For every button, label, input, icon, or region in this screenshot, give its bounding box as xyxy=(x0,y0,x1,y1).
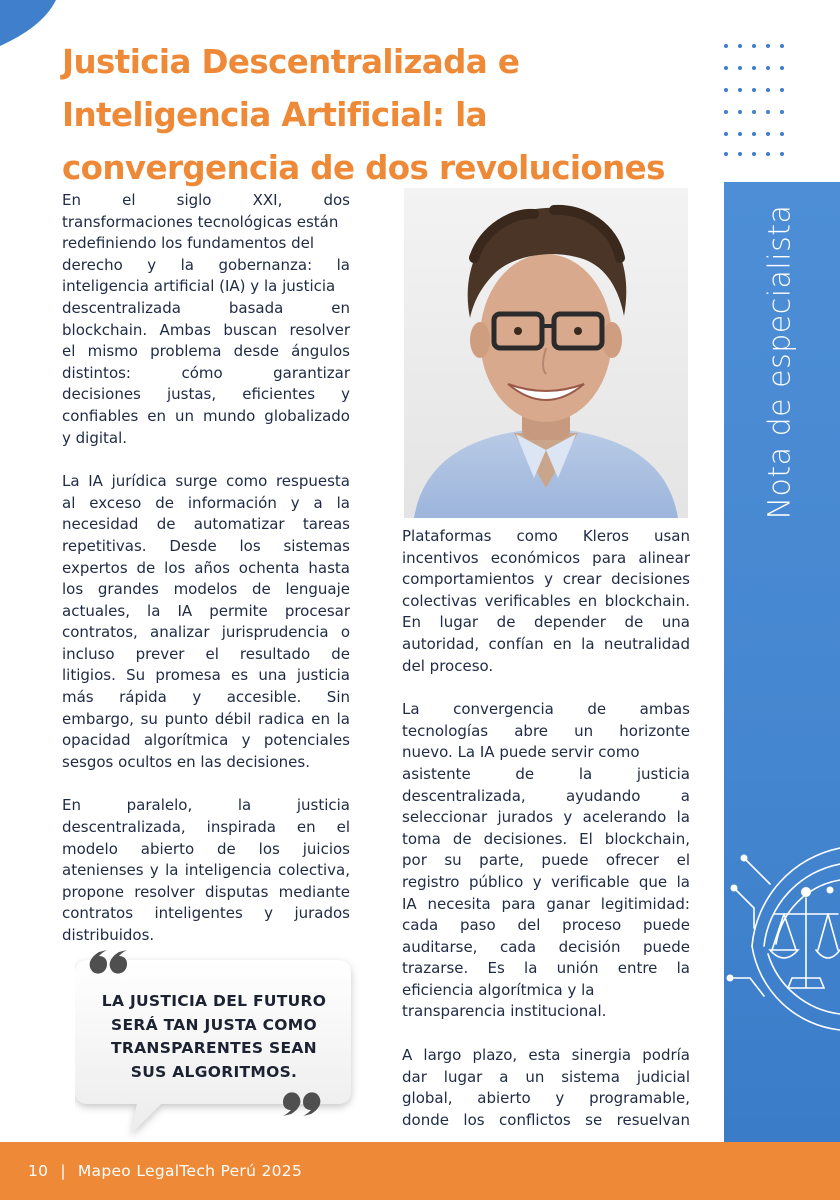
text-line: modelo abierto de los juicios xyxy=(62,839,350,858)
text-line: La convergencia de ambas xyxy=(402,700,690,719)
text-line: los grandes modelos de lenguaje xyxy=(62,580,350,599)
text-line: Plataformas como Kleros usan xyxy=(402,527,690,545)
text-line: blockchain. Ambas buscan resolver xyxy=(62,320,350,339)
text-line: necesidad de automatizar tareas xyxy=(62,515,350,534)
sidebar-label-text: Nota de especialista xyxy=(762,204,798,520)
text-line: autoridad, confían en la neutralidad xyxy=(402,634,690,653)
text-line: comportamientos y crear decisiones xyxy=(402,570,690,589)
page-number: 10 xyxy=(28,1162,49,1180)
text-line: auditarse, cada decisión puede xyxy=(402,937,690,956)
text-line: contratos, analizar jurisprudencia o xyxy=(62,623,350,642)
text-line: cada paso del proceso puede xyxy=(402,916,690,935)
text-line: por su parte, puede ofrecer el xyxy=(402,851,690,870)
text-line: del proceso. xyxy=(402,656,494,675)
text-line: descentralizada, inspirada en el xyxy=(62,818,350,837)
title-line-3: convergencia de dos revoluciones xyxy=(62,149,665,187)
text-line: litigios. Su promesa es una justicia xyxy=(62,666,350,685)
text-line: confiables en un mundo globalizado xyxy=(62,406,350,425)
text-line: al exceso de información y a la xyxy=(62,493,350,512)
text-line: descentralizada, ayudando a xyxy=(402,786,690,805)
text-line: opacidad algorítmica y potenciales xyxy=(62,731,350,750)
text-line: asistente de la justicia xyxy=(402,764,690,783)
text-line: embargo, su punto débil radica en la xyxy=(62,709,350,728)
title-line-2: Inteligencia Artificial: la xyxy=(62,96,487,134)
text-line: IA necesita para ganar legitimidad: xyxy=(402,894,690,913)
text-line: repetitivas. Desde los sistemas xyxy=(62,536,350,555)
text-line: colectivas verificables en blockchain. xyxy=(402,591,690,610)
text-line: registro público y verificable que la xyxy=(402,872,690,891)
quote-line: LA JUSTICIA DEL FUTURO xyxy=(101,992,327,1010)
text-line: incentivos económicos para alinear xyxy=(402,548,690,567)
text-line: En paralelo, la justicia xyxy=(62,796,350,815)
text-line: redefiniendo los fundamentos del xyxy=(62,234,314,253)
text-line: toma de decisiones. El blockchain, xyxy=(402,829,690,848)
sidebar-section-label xyxy=(722,182,838,542)
text-line: transformaciones tecnológicas están xyxy=(62,212,339,231)
text-line: global, abierto y programable, xyxy=(402,1089,690,1108)
text-line: inteligencia artificial (IA) y la justicia xyxy=(62,277,336,296)
text-line: y digital. xyxy=(62,428,128,447)
text-line: distribuidos. xyxy=(62,926,155,944)
article-column-left xyxy=(62,190,350,947)
pull-quote xyxy=(84,990,344,1084)
text-line: La IA jurídica surge como respuesta xyxy=(62,472,350,491)
text-line: eficiencia algorítmica y la xyxy=(402,980,595,999)
quote-line: SUS ALGORITMOS. xyxy=(130,1062,298,1081)
text-line: derecho y la gobernanza: la xyxy=(62,255,350,274)
quote-line: TRANSPARENTES SEAN xyxy=(111,1039,317,1058)
text-line: contratos inteligentes y jurados xyxy=(62,904,350,923)
text-line: trazarse. Es la unión entre la xyxy=(402,959,690,978)
text-line: donde los conflictos se resuelvan xyxy=(402,1110,690,1129)
text-line: nuevo. La IA puede servir como xyxy=(402,743,640,762)
article-column-right xyxy=(402,526,690,1131)
justice-scale-icon xyxy=(724,818,840,1038)
text-line: más rápida y accesible. Sin xyxy=(62,688,350,707)
quote-line: SERÁ TAN JUSTA COMO xyxy=(111,1015,317,1034)
text-line: tecnologías abre un horizonte xyxy=(402,721,690,740)
text-line: decisiones justas, eficientes y xyxy=(62,385,350,404)
text-line: dar lugar a un sistema judicial xyxy=(402,1067,690,1086)
dot-grid-decoration xyxy=(722,42,792,162)
corner-decoration xyxy=(0,0,70,50)
article-title xyxy=(62,36,702,195)
publication-name: Mapeo LegalTech Perú 2025 xyxy=(77,1162,303,1180)
text-line: expertos de los años ochenta hasta xyxy=(62,558,350,577)
text-line: A largo plazo, esta sinergia podría xyxy=(402,1046,690,1065)
text-line: seleccionar jurados y acelerando la xyxy=(402,808,690,827)
text-line: incluso prever el resultado de xyxy=(62,644,350,663)
footer-text xyxy=(28,1162,302,1180)
text-line: distintos: cómo garantizar xyxy=(62,363,350,382)
title-line-1: Justicia Descentralizada e xyxy=(62,43,520,81)
text-line: sesgos ocultos en las decisiones. xyxy=(62,752,310,771)
text-line: atenienses y la inteligencia colectiva, xyxy=(62,861,350,880)
footer-separator: | xyxy=(60,1162,66,1180)
text-line: transparencia institucional. xyxy=(402,1002,607,1021)
text-line: descentralizada basada en xyxy=(62,298,350,317)
text-line: En lugar de depender de una xyxy=(402,613,690,632)
text-line: actuales, la IA permite procesar xyxy=(62,601,350,620)
text-line: el mismo problema desde ángulos xyxy=(62,342,350,361)
text-line: propone resolver disputas mediante xyxy=(62,882,350,901)
specialist-photo xyxy=(404,188,688,518)
text-line: En el siglo XXI, dos xyxy=(62,191,350,209)
